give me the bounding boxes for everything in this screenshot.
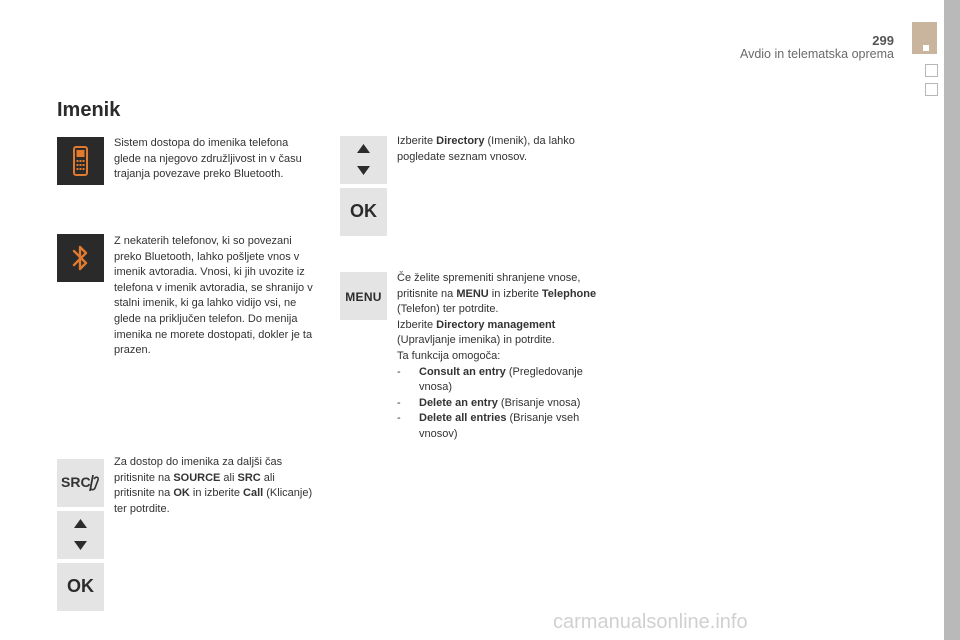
tab-box-outline <box>925 64 938 77</box>
tab-box-outline <box>925 83 938 96</box>
paragraph-directory: Izberite Directory (Imenik), da lahko pogledate seznam vnosov. <box>397 135 575 163</box>
source-keyword: SOURCE <box>173 471 221 484</box>
page-title: Imenik <box>57 99 121 121</box>
section-title: Avdio in telematska oprema <box>739 47 894 61</box>
call-keyword: Call <box>243 487 264 500</box>
list-item: - Consult an entry (Pregledovanje vnosa) <box>397 365 583 394</box>
tab-marker-icon <box>923 45 929 51</box>
menu-keyword: MENU <box>456 287 489 300</box>
list-item: - Delete all entries (Brisanje vseh vnosov) <box>397 412 580 440</box>
phone-icon <box>57 137 104 185</box>
up-down-arrows-button[interactable] <box>57 511 104 559</box>
section-tab <box>912 22 937 54</box>
ok-button[interactable] <box>340 188 387 236</box>
paragraph-import: Z nekaterih telefonov, ki so povezani preko Bluetooth, lahko pošljete vnos v imenik avtoradia. Vnosi, ki jih uvozite iz telefona v imenik avtoradia, se shranijo v stalni imenik, ki ga lahko vidijo vsi, ne glede na priključen telefon. Do menija imenika ne morete dostopati, dokler je ta prazen. <box>114 235 313 357</box>
list-item: - Delete an entry (Brisanje vnosa) <box>397 396 581 409</box>
src-keyword: SRC <box>237 471 261 484</box>
menu-button[interactable] <box>340 272 387 320</box>
arrow-up-icon <box>357 144 370 153</box>
up-down-arrows-button[interactable] <box>340 136 387 184</box>
bluetooth-icon <box>57 234 104 282</box>
page-edge-strip <box>944 0 960 640</box>
arrow-up-icon <box>74 519 87 528</box>
paragraph-access: Sistem dostopa do imenika telefona glede na njegovo združljivost in v času trajanja povezave preko Bluetooth. <box>114 137 302 181</box>
watermark: carmanualsonline.info <box>553 611 748 633</box>
arrow-down-icon <box>357 166 370 175</box>
directory-keyword: Directory <box>436 135 485 147</box>
directory-management-keyword: Directory management <box>436 318 556 331</box>
ok-label: OK <box>350 201 377 221</box>
page-number: 299 <box>872 33 894 48</box>
menu-label: MENU <box>345 290 382 304</box>
ok-button[interactable] <box>57 563 104 611</box>
ok-keyword: OK <box>173 487 190 500</box>
src-button[interactable] <box>57 459 104 507</box>
ok-label: OK <box>67 576 94 596</box>
paragraph-shortcut: Za dostop do imenika za daljši čas pritisnite na SOURCE ali SRC ali pritisnite na OK in izberite Call (Klicanje) ter potrdite. <box>114 456 313 515</box>
paragraph-manage: Če želite spremeniti shranjene vnose, pritisnite na MENU in izberite Telephone (Telefon) ter potrdite. Izberite Directory management (Upravljanje imenika) in potrdite. Ta funkcija omogoča: - Consult an entry (Pregledovanje vnosa) - Delete an entry (Brisanje vnosa) - Delete all entries (Brisanje vseh vnosov) <box>397 271 612 443</box>
function-list <box>397 365 612 443</box>
telephone-keyword: Telephone <box>541 287 597 300</box>
src-label: SRC <box>61 474 91 490</box>
arrow-down-icon <box>74 541 87 550</box>
